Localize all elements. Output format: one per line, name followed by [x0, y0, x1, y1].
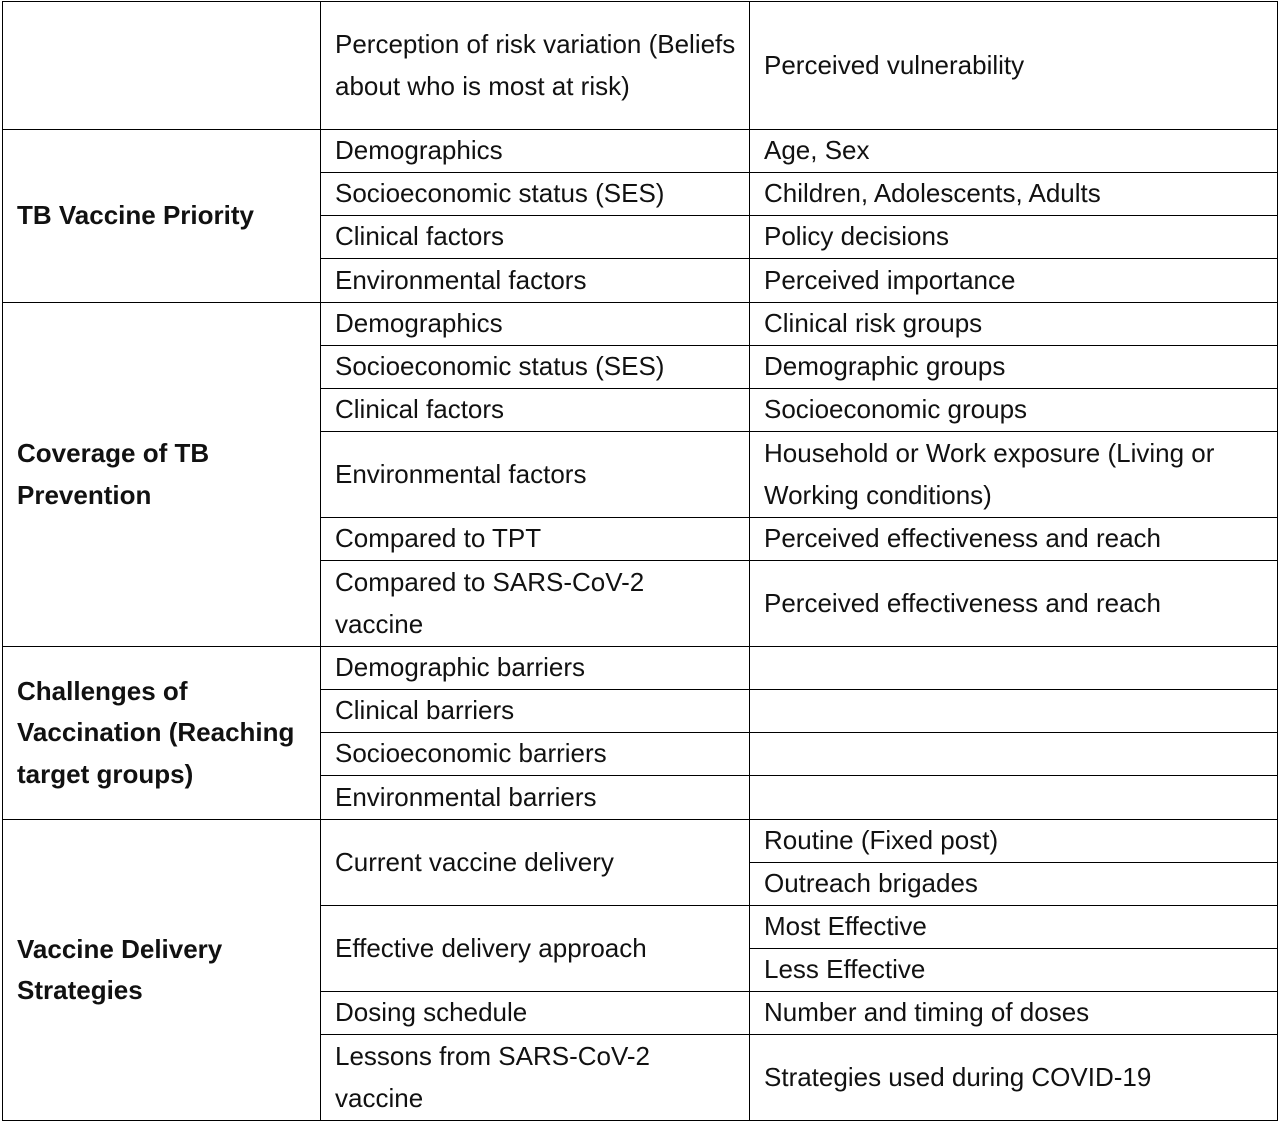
table-row	[3, 820, 1278, 863]
value-cell	[750, 776, 1278, 820]
subcategory-cell: Lessons from SARS-CoV-2 vaccine	[321, 1035, 750, 1121]
section-label-vaccine-delivery-strategies: Vaccine Delivery Strategies	[3, 820, 321, 1121]
table-row	[3, 2, 1278, 130]
value-cell: Number and timing of doses	[750, 992, 1278, 1035]
value-cell	[750, 690, 1278, 733]
subcategory-cell: Perception of risk variation (Beliefs about who is most at risk)	[321, 2, 750, 130]
subcategory-cell: Current vaccine delivery	[321, 820, 750, 906]
coding-framework-table	[2, 1, 1278, 1121]
subcategory-cell: Effective delivery approach	[321, 906, 750, 992]
value-cell	[750, 733, 1278, 776]
table-row	[3, 130, 1278, 173]
value-cell: Age, Sex	[750, 130, 1278, 173]
value-cell: Perceived effectiveness and reach	[750, 518, 1278, 561]
subcategory-cell: Compared to SARS-CoV-2 vaccine	[321, 561, 750, 647]
subcategory-cell: Dosing schedule	[321, 992, 750, 1035]
value-cell: Routine (Fixed post)	[750, 820, 1278, 863]
value-cell: Less Effective	[750, 949, 1278, 992]
value-cell: Outreach brigades	[750, 863, 1278, 906]
value-cell: Perceived vulnerability	[750, 2, 1278, 130]
subcategory-cell: Socioeconomic status (SES)	[321, 173, 750, 216]
value-cell: Policy decisions	[750, 216, 1278, 259]
subcategory-cell: Clinical barriers	[321, 690, 750, 733]
section-label-challenges-of-vaccination: Challenges of Vaccination (Reaching target groups)	[3, 647, 321, 820]
section-cell-empty	[3, 2, 321, 130]
value-cell: Perceived importance	[750, 259, 1278, 303]
value-cell: Most Effective	[750, 906, 1278, 949]
value-cell: Clinical risk groups	[750, 303, 1278, 346]
value-cell: Household or Work exposure (Living or Working conditions)	[750, 432, 1278, 518]
value-cell: Socioeconomic groups	[750, 389, 1278, 432]
subcategory-cell: Compared to TPT	[321, 518, 750, 561]
subcategory-cell: Environmental factors	[321, 432, 750, 518]
value-cell: Children, Adolescents, Adults	[750, 173, 1278, 216]
value-cell: Demographic groups	[750, 346, 1278, 389]
subcategory-cell: Clinical factors	[321, 389, 750, 432]
table-row	[3, 647, 1278, 690]
subcategory-cell: Socioeconomic barriers	[321, 733, 750, 776]
subcategory-cell: Demographics	[321, 303, 750, 346]
table-row	[3, 303, 1278, 346]
section-label-coverage-of-tb-prevention: Coverage of TB Prevention	[3, 303, 321, 647]
section-label-tb-vaccine-priority: TB Vaccine Priority	[3, 130, 321, 303]
value-cell: Strategies used during COVID-19	[750, 1035, 1278, 1121]
subcategory-cell: Environmental factors	[321, 259, 750, 303]
subcategory-cell: Environmental barriers	[321, 776, 750, 820]
subcategory-cell: Socioeconomic status (SES)	[321, 346, 750, 389]
value-cell: Perceived effectiveness and reach	[750, 561, 1278, 647]
subcategory-cell: Demographics	[321, 130, 750, 173]
value-cell	[750, 647, 1278, 690]
subcategory-cell: Clinical factors	[321, 216, 750, 259]
subcategory-cell: Demographic barriers	[321, 647, 750, 690]
